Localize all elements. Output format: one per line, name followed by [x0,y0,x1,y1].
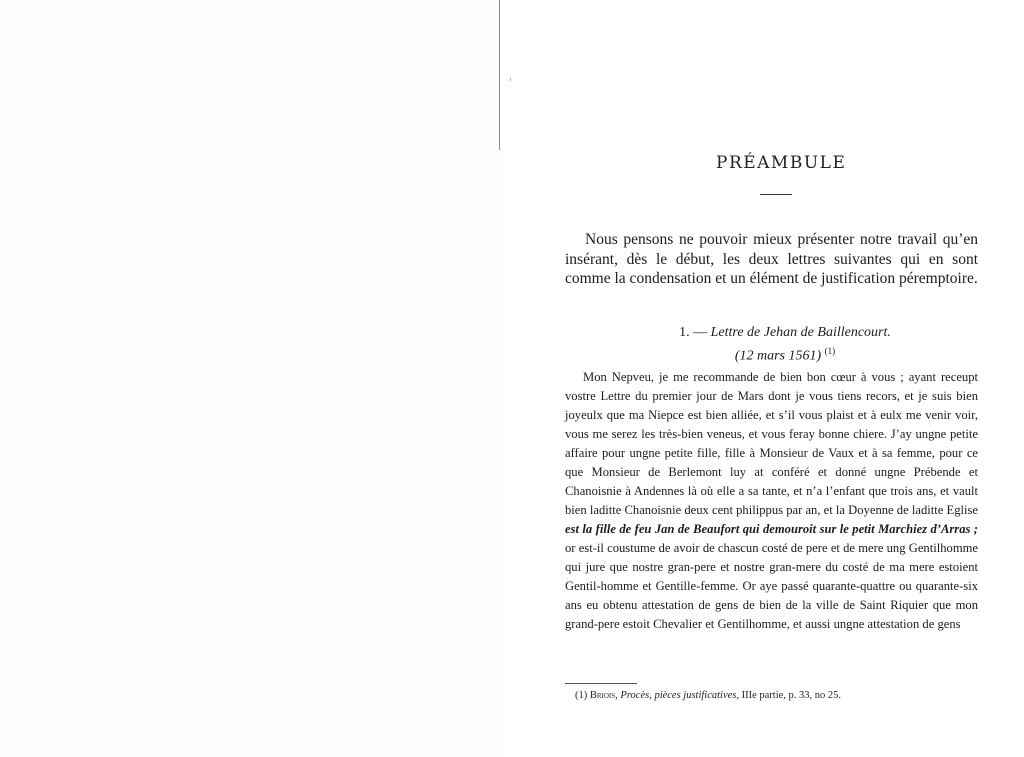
page-title: PRÉAMBULE [716,153,847,173]
footnote-work: Procès, pièces justificatives, [617,690,739,701]
letter-body [565,368,978,634]
footnote [575,689,975,703]
footnote-author: Briois, [589,690,618,701]
letter-number: 1. — [679,325,711,340]
gutter-line [499,0,500,150]
footnote-rest: IIIe partie, p. 33, no 25. [739,690,842,701]
intro-paragraph [565,230,978,289]
footnote-marker: (1) [575,690,590,701]
letter-title: Lettre de Jehan de Baillencourt. [710,325,891,340]
title-rule [760,194,792,195]
letter-date: (12 mars 1561) [734,348,822,364]
right-page [520,0,1024,757]
letter-heading-line [620,324,950,342]
letter-text-part1: Mon Nepveu, je me recommande de bien bon cœur à vous ; ayant receupt vostre Lettre du premier jour de Mars dont je vous tiens recors, et je suis bien joyeulx que ma Niepce est bien alliée, et s’il vous plaist et à eulx me venir voir, vous me serez les très-bien veneus, et vous feray bonne chiere. J’ay ungne petite affaire pour ungne petite fille, fille à Monsieur de Vaux et à sa femme, pour ce que Monsieur de Berlemont luy at conféré et donné ungne Prébende et Chanoisnie à Andennes là où elle a sa tante, et n’a l’enfant que trois ans, et vault bien laditte Chanoisnie deux cent philippus par an, et la Doyenne de laditte Eglise [565,370,978,517]
intro-text: Nous pensons ne pouvoir mieux présenter notre travail qu’en insérant, dès le début, les deux lettres suivantes qui en sont comme la condensation et un élément de justification péremptoire. [565,231,978,287]
letter-heading [620,324,950,366]
footnote-rule [565,683,637,684]
left-page-blank [0,0,500,757]
footnote-reference: (1) [824,346,836,356]
letter-emphasis: est la fille de feu Jan de Beaufort qui demouroit sur le petit Marchiez d’Arras ; [565,522,978,536]
gutter-mark [510,78,511,81]
letter-paragraph [565,368,978,634]
letter-date-line [620,342,950,366]
letter-text-part2: or est-il coustume de avoir de chascun costé de pere et de mere ung Gentilhomme qui jure que nostre gran-pere et nostre gran-mere du costé de ma mere estoient Gentil-homme et Gentille-femme. Or aye passé quarante-quattre ou quarante-six ans eu obtenu attestation de gens de bien de la ville de Saint Riquier que mon grand-pere estoit Chevalier et Gentilhomme, et aussi ungne attestation de gens [565,541,978,631]
